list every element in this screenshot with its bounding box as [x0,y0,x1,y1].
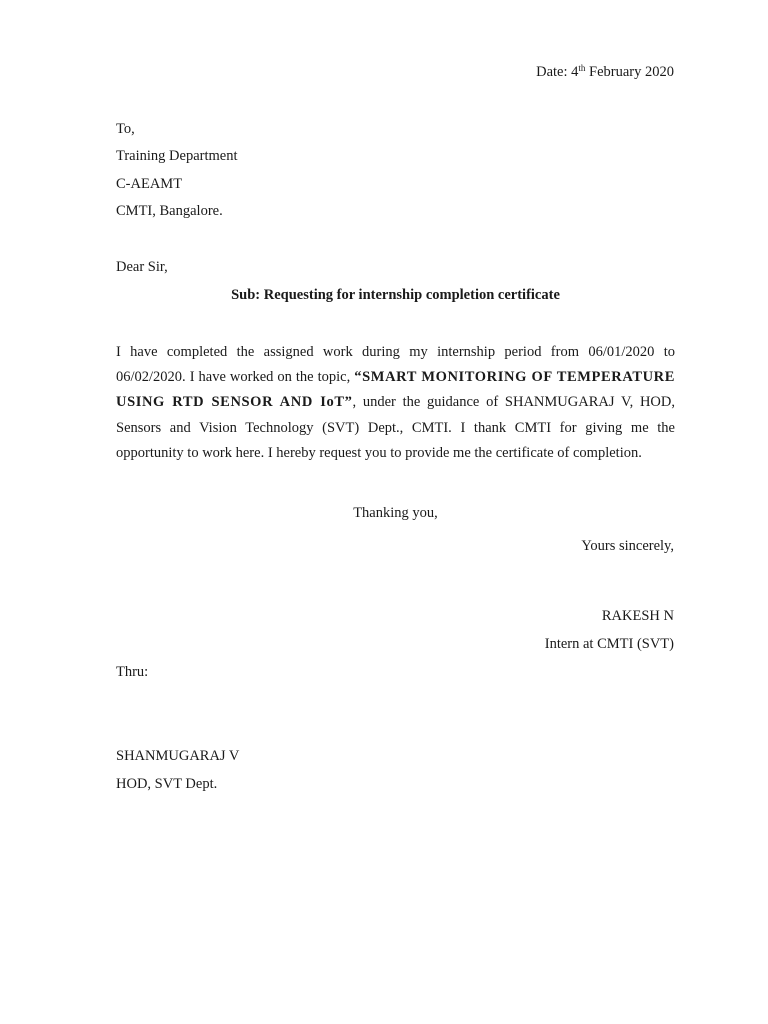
recipient-division: C-AEAMT [116,176,183,192]
sender-title: Intern at CMTI (SVT) [544,636,674,652]
body-text-part1: I have completed the assigned work during my internship period from 06/01/2020 to 06/02/2020. I have worked on the topic, [116,344,675,386]
date-prefix: Date: 4 [536,64,579,80]
recipient-address: CMTI, Bangalore. [116,203,223,219]
thanking-line: Thanking you, [353,505,438,521]
closing-line: Yours sincerely, [581,538,674,554]
project-topic: “SMART MONITORING OF TEMPERATURE USING RTD SENSOR AND IoT” [116,369,676,411]
thru-label: Thru: [116,664,149,680]
body-paragraph [116,340,675,466]
subject-line: Sub: Requesting for internship completion certificate [231,287,560,303]
sender-name: RAKESH N [601,608,674,624]
guide-title: HOD, SVT Dept. [116,776,218,792]
guide-name: SHANMUGARAJ V [116,748,240,764]
salutation: Dear Sir, [116,259,168,275]
letter-date [536,63,674,81]
body-text-part2: , under the guidance of SHANMUGARAJ V, HOD, Sensors and Vision Technology (SVT) Dept., CMTI. I thank CMTI for giving me the opportunity to work here. I hereby request you to provide me the certificate of completion. [116,394,675,461]
date-rest: February 2020 [585,64,674,80]
recipient-to: To, [116,121,135,137]
recipient-department: Training Department [116,148,238,164]
date-ordinal-suffix: th [578,63,586,73]
